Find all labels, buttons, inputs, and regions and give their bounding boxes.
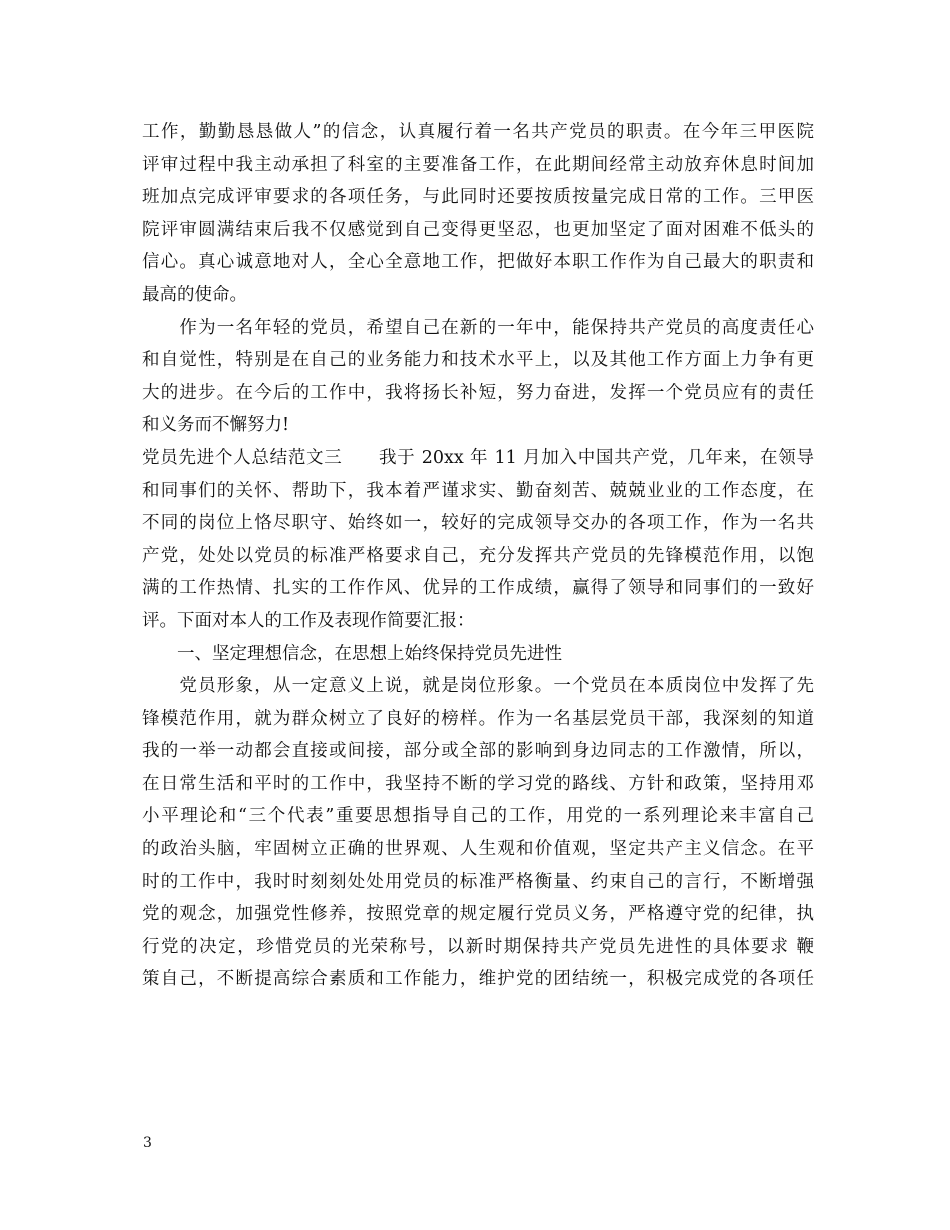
text-line: 最高的使命。 (142, 284, 247, 305)
text-line: 信心。真心诚意地对人，全心全意地工作，把做好本职工作作为自己最大的职责和 (142, 252, 814, 273)
section-title-line: 党员先进个人总结范文三 我于 20xx 年 11 月加入中国共产党，几年来，在领导 (142, 447, 814, 468)
text-line: 评。下面对本人的工作及表现作简要汇报： (142, 610, 475, 631)
text-line: 策自己，不断提高综合素质和工作能力，维护党的团结统一，积极完成党的各项任 (142, 969, 814, 990)
page-number: 3 (143, 1135, 152, 1151)
text-line: 作为一名年轻的党员，希望自己在新的一年中，能保持共产党员的高度责任心 (142, 317, 814, 338)
text-line: 和同事们的关怀、帮助下，我本着严谨求实、勤奋刻苦、兢兢业业的工作态度，在 (142, 480, 814, 501)
text-line: 党员形象，从一定意义上说，就是岗位形象。一个党员在本质岗位中发挥了先 (142, 676, 814, 697)
text-line: 评审过程中我主动承担了科室的主要准备工作，在此期间经常主动放弃休息时间加 (142, 154, 814, 175)
text-line: 满的工作热情、扎实的工作作风、优异的工作成绩，赢得了领导和同事们的一致好 (142, 578, 814, 599)
text-line: 不同的岗位上恪尽职守、始终如一，较好的完成领导交办的各项工作，作为一名共 (142, 513, 814, 534)
text-line: 党的观念，加强党性修养，按照党章的规定履行党员义务，严格遵守党的纪律，执 (142, 904, 814, 925)
text-line: 的政治头脑，牢固树立正确的世界观、人生观和价值观，坚定共产主义信念。在平 (142, 839, 814, 860)
text-line: 工作，勤勤恳恳做人”的信念，认真履行着一名共产党员的职责。在今年三甲医院 (142, 122, 814, 142)
document-body (142, 116, 814, 996)
text-line: 小平理论和“三个代表”重要思想指导自己的工作，用党的一系列理论来丰富自己 (142, 806, 814, 827)
text-line: 大的进步。在今后的工作中，我将扬长补短，努力奋进，发挥一个党员应有的责任 (142, 382, 814, 403)
text-line: 锋模范作用，就为群众树立了良好的榜样。作为一名基层党员干部，我深刻的知道 (142, 708, 814, 729)
text-line: 院评审圆满结束后我不仅感觉到自己变得更坚忍，也更加坚定了面对困难不低头的 (142, 219, 814, 240)
text-line: 和自觉性，特别是在自己的业务能力和技术水平上，以及其他工作方面上力争有更 (142, 350, 814, 371)
text-line: 班加点完成评审要求的各项任务，与此同时还要按质按量完成日常的工作。三甲医 (142, 187, 814, 208)
text-line: 时的工作中，我时时刻刻处处用党员的标准严格衡量、约束自己的言行，不断增强 (142, 871, 814, 892)
subheading-line: 一、坚定理想信念，在思想上始终保持党员先进性 (142, 643, 562, 664)
text-line: 产党，处处以党员的标准严格要求自己，充分发挥共产党员的先锋模范作用，以饱 (142, 545, 814, 566)
text-line: 我的一举一动都会直接或间接，部分或全部的影响到身边同志的工作激情，所以， (142, 741, 814, 762)
text-line: 在日常生活和平时的工作中，我坚持不断的学习党的路线、方针和政策，坚持用邓 (142, 773, 814, 794)
text-line: 和义务而不懈努力! (142, 415, 290, 436)
text-line: 行党的决定，珍惜党员的光荣称号，以新时期保持共产党员先进性的具体要求 鞭 (142, 936, 814, 957)
